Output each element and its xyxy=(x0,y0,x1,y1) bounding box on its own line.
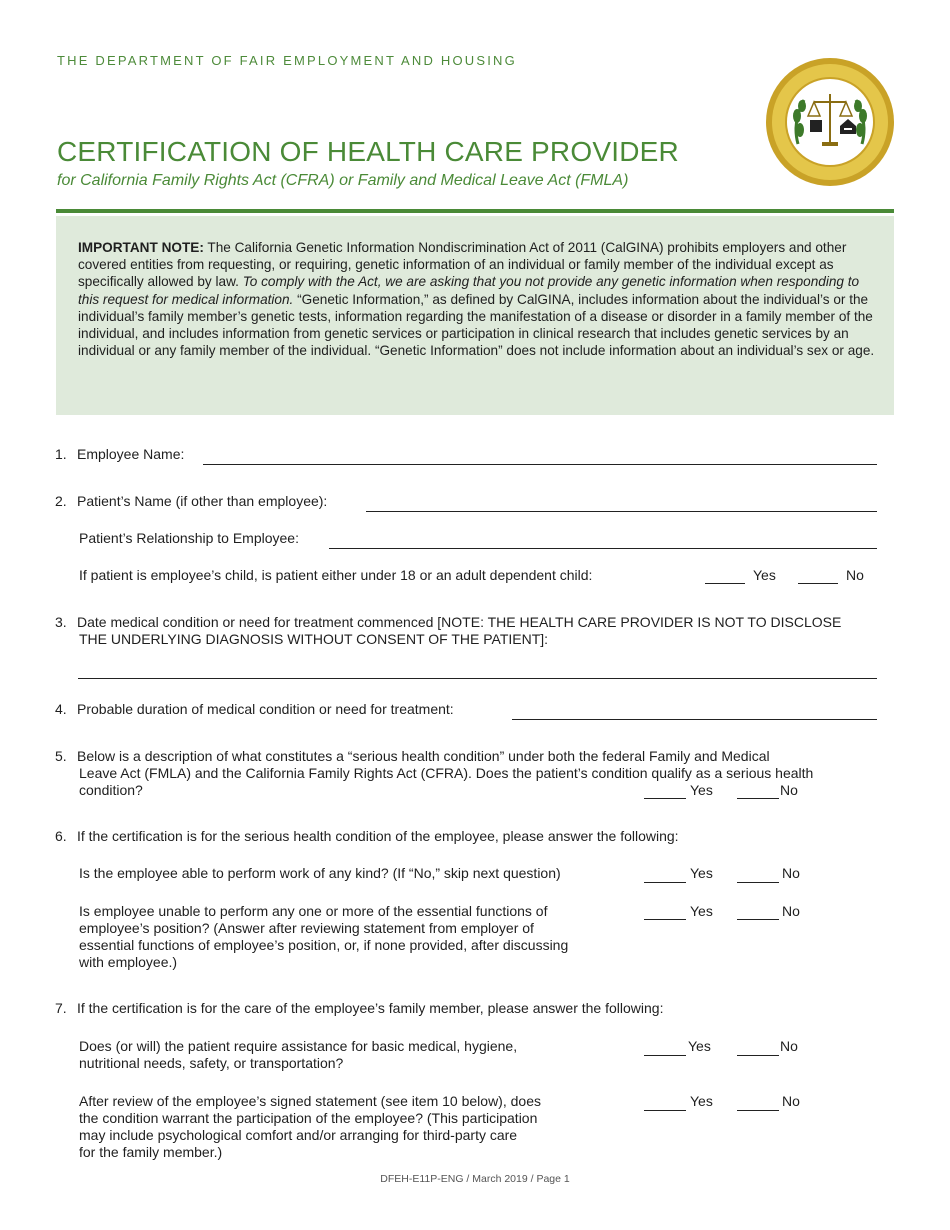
q7a-line2: nutritional needs, safety, or transportation? xyxy=(79,1055,344,1071)
q5-number: 5. xyxy=(55,748,67,764)
patient-name-field[interactable] xyxy=(366,495,877,512)
q7b-line1: After review of the employee’s signed statement (see item 10 below), does xyxy=(79,1093,541,1109)
q6a-label: Is the employee able to perform work of any kind? (If “No,” skip next question) xyxy=(79,865,561,881)
dfeh-seal-icon xyxy=(764,56,896,188)
q6b-line2: employee’s position? (Answer after reviewing statement from employer of xyxy=(79,920,534,936)
page-footer: DFEH-E11P-ENG / March 2019 / Page 1 xyxy=(380,1173,570,1185)
note-text-italic: To comply with the Act, we are asking that you not provide any genetic information when responding to this request for medical information. xyxy=(78,274,860,307)
q6-number: 6. xyxy=(55,828,67,844)
q6b-line3: essential functions of employee’s position, or, if none provided, after discussing xyxy=(79,937,569,953)
duration-field[interactable] xyxy=(512,703,877,720)
q7a-no-label: No xyxy=(780,1038,798,1054)
q3-line2: THE UNDERLYING DIAGNOSIS WITHOUT CONSENT OF THE PATIENT]: xyxy=(79,631,549,647)
note-text-2: “Genetic Information,” as defined by CalGINA, includes information about the individual’s or the individual’s family member’s genetic tests, information regarding the manifestation of a disease or disorder in a family member of the individual, and includes information from genetic services or participation in clinical research that includes genetic services by an individual or any family member of the individual. “Genetic Information” does not include information about an individual’s sex or age. xyxy=(78,291,875,359)
q1-number: 1. xyxy=(55,446,67,462)
q6b-line1: Is employee unable to perform any one or more of the essential functions of xyxy=(79,903,548,919)
q6a-no-blank[interactable] xyxy=(737,866,779,883)
q7a-yes-label: Yes xyxy=(688,1038,711,1054)
q7b-line3: may include psychological comfort and/or arranging for third-party care xyxy=(79,1127,518,1143)
note-text-1: The California Genetic Information Nondiscrimination Act of 2011 (CalGINA) prohibits employers and other covered entities from requesting, or requiring, genetic information of an individual or family member of the individual except as specifically allowed by law. xyxy=(78,240,847,290)
q7-number: 7. xyxy=(55,1000,67,1016)
q5-no-label: No xyxy=(780,782,798,798)
q7b-no-blank[interactable] xyxy=(737,1094,779,1111)
child-no-label: No xyxy=(846,567,864,583)
child-question-label: If patient is employee’s child, is patient either under 18 or an adult dependent child: xyxy=(79,567,593,583)
q7b-yes-label: Yes xyxy=(690,1093,713,1109)
header-rule xyxy=(56,209,894,213)
page-title: CERTIFICATION OF HEALTH CARE PROVIDER xyxy=(57,136,679,167)
q6b-yes-label: Yes xyxy=(690,903,713,919)
q7b-line4: for the family member.) xyxy=(79,1144,223,1160)
relationship-label: Patient’s Relationship to Employee: xyxy=(79,530,299,546)
child-no-blank[interactable] xyxy=(798,567,838,584)
q1-label: Employee Name: xyxy=(77,446,185,462)
q5-line3: condition? xyxy=(79,782,143,798)
q4-number: 4. xyxy=(55,701,67,717)
q5-no-blank[interactable] xyxy=(737,782,779,799)
q6b-no-label: No xyxy=(782,903,800,919)
relationship-field[interactable] xyxy=(329,532,877,549)
q7a-yes-blank[interactable] xyxy=(644,1039,686,1056)
q7a-no-blank[interactable] xyxy=(737,1039,779,1056)
q2-number: 2. xyxy=(55,493,67,509)
q5-line1: Below is a description of what constitutes a “serious health condition” under both the federal Family and Medical xyxy=(77,748,770,764)
important-note xyxy=(78,239,878,359)
q6a-no-label: No xyxy=(782,865,800,881)
q2-label: Patient’s Name (if other than employee): xyxy=(77,493,328,509)
q6b-yes-blank[interactable] xyxy=(644,903,686,920)
q7b-no-label: No xyxy=(782,1093,800,1109)
employee-name-field[interactable] xyxy=(203,448,877,465)
condition-commenced-field[interactable] xyxy=(78,662,877,679)
q7b-yes-blank[interactable] xyxy=(644,1094,686,1111)
note-label: IMPORTANT NOTE: xyxy=(78,240,204,255)
q5-yes-blank[interactable] xyxy=(644,782,686,799)
q7a-line1: Does (or will) the patient require assistance for basic medical, hygiene, xyxy=(79,1038,518,1054)
q6b-no-blank[interactable] xyxy=(737,903,779,920)
department-name: THE DEPARTMENT OF FAIR EMPLOYMENT AND HOUSING xyxy=(57,53,517,68)
q4-label: Probable duration of medical condition or need for treatment: xyxy=(77,701,454,717)
page-subtitle: for California Family Rights Act (CFRA) or Family and Medical Leave Act (FMLA) xyxy=(57,172,629,189)
q6-label: If the certification is for the serious health condition of the employee, please answer the following: xyxy=(77,828,679,844)
q3-line1: Date medical condition or need for treatment commenced [NOTE: THE HEALTH CARE PROVIDER IS NOT TO DISCLOSE xyxy=(77,614,842,630)
child-yes-label: Yes xyxy=(753,567,776,583)
q5-yes-label: Yes xyxy=(690,782,713,798)
q7b-line2: the condition warrant the participation of the employee? (This participation xyxy=(79,1110,538,1126)
q5-line2: Leave Act (FMLA) and the California Family Rights Act (CFRA). Does the patient’s condition qualify as a serious health xyxy=(79,765,814,781)
child-yes-blank[interactable] xyxy=(705,567,745,584)
q6a-yes-blank[interactable] xyxy=(644,866,686,883)
q7-label: If the certification is for the care of the employee’s family member, please answer the following: xyxy=(77,1000,664,1016)
q6b-line4: with employee.) xyxy=(79,954,178,970)
q3-number: 3. xyxy=(55,614,67,630)
q6a-yes-label: Yes xyxy=(690,865,713,881)
